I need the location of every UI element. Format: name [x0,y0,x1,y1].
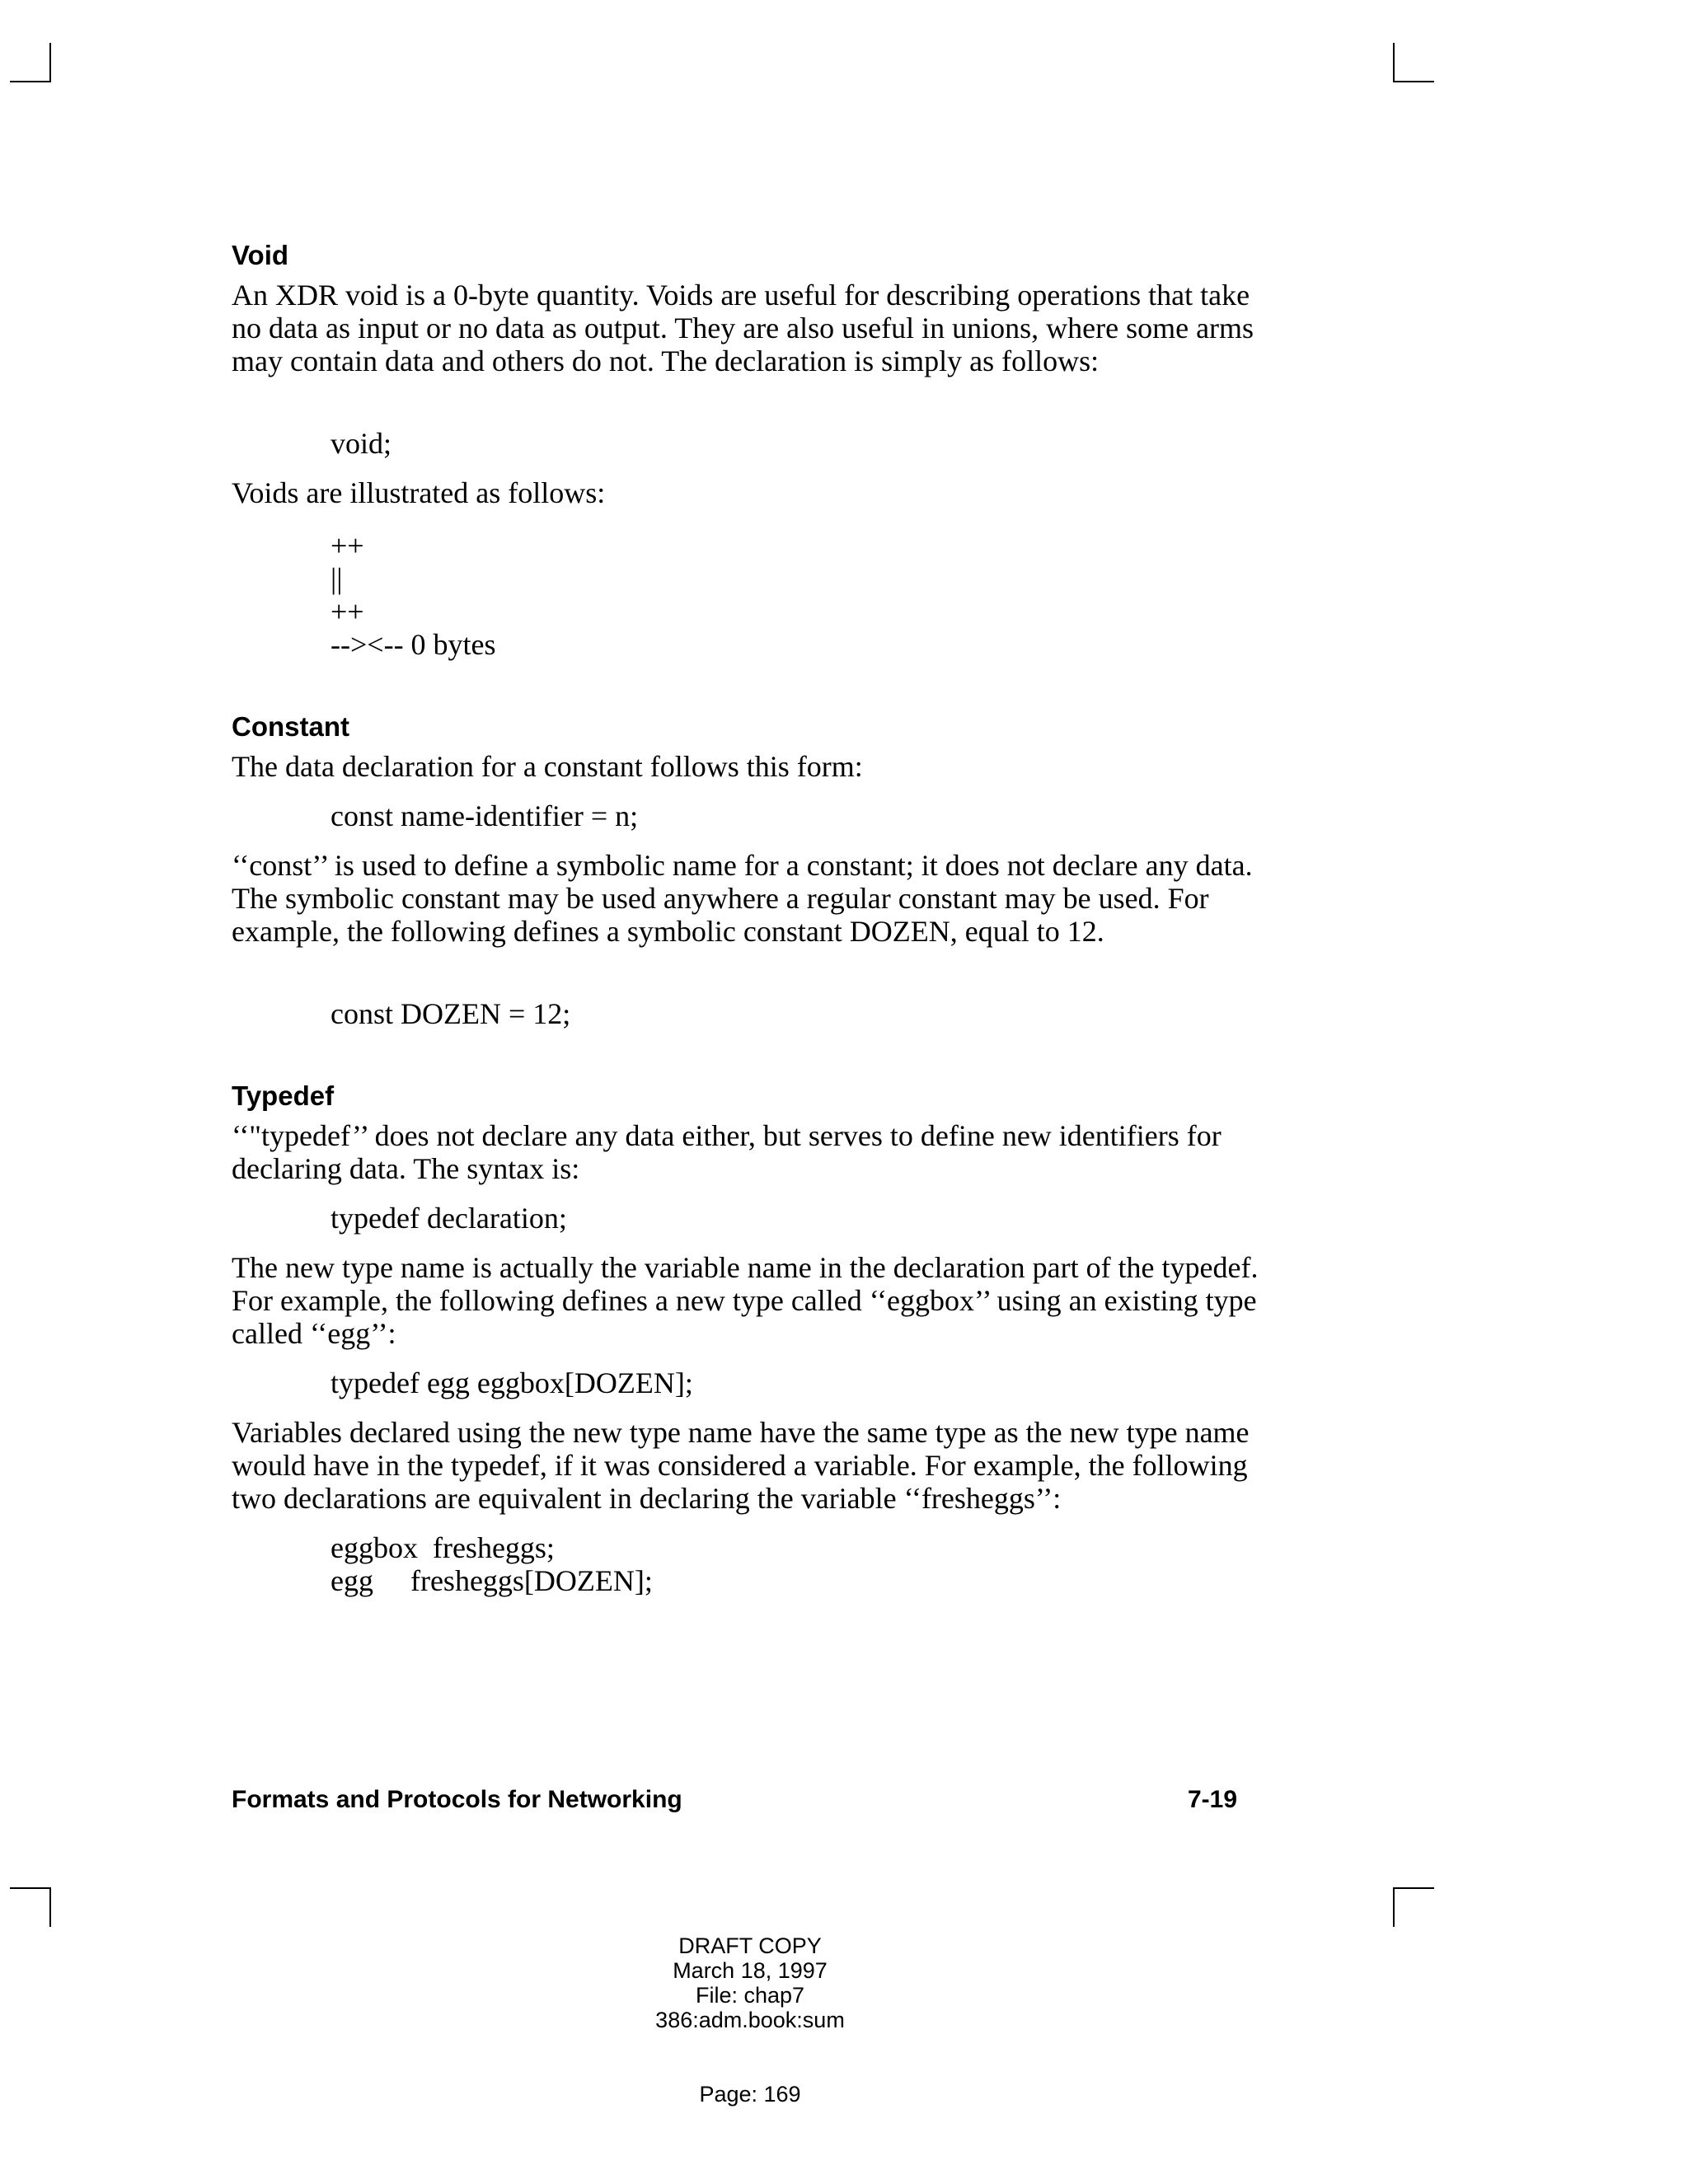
crop-mark-top-right-h [1393,81,1434,82]
typedef-example-code: typedef egg eggbox[DOZEN]; [331,1366,693,1399]
crop-mark-top-left-h [10,81,51,82]
crop-mark-bottom-left-v [49,1887,51,1927]
typedef-equivalent-code-1: eggbox fresheggs; [331,1531,555,1564]
void-diagram-line-4: --><-- 0 bytes [331,628,496,661]
constant-form-code: const name-identifier = n; [331,799,639,832]
void-paragraph-1: An XDR void is a 0-byte quantity. Voids are useful for describing operations that take no data as input or no data as output. They are also useful in unions, where some arms may contain data and others do not. The declaration is simply as follows: [232,279,1254,377]
crop-mark-bottom-right-v [1393,1887,1395,1927]
typedef-paragraph-2: The new type name is actually the variable name in the declaration part of the typedef. For example, the following defines a new type called ‘‘eggbox’’ using an existing type called ‘‘egg’’: [232,1251,1259,1350]
footer-page-number: 7-19 [1187,1786,1237,1813]
draft-page-number: Page: 169 [699,2082,801,2107]
typedef-equivalent-code-2: egg fresheggs[DOZEN]; [331,1564,653,1597]
constant-example-code: const DOZEN = 12; [331,997,571,1030]
crop-mark-bottom-left-h [10,1887,51,1889]
void-diagram-line-2: || [331,562,343,595]
void-declaration-code: void; [331,427,392,460]
draft-file: File: chap7 [695,1983,805,2008]
void-diagram-line-1: ++ [331,529,364,562]
draft-book-path: 386:adm.book:sum [655,2008,845,2032]
constant-paragraph-2: ‘‘const’’ is used to define a symbolic name for a constant; it does not declare any data. The symbolic constant may be used anywhere a regular constant may be used. For example, the following defines a symbolic constant DOZEN, equal to 12. [232,849,1253,948]
section-heading-typedef: Typedef [232,1080,335,1111]
draft-label: DRAFT COPY [678,1933,822,1958]
typedef-paragraph-1: ‘‘"typedef’’ does not declare any data either, but serves to define new identifiers for declaring data. The syntax is: [232,1119,1221,1185]
draft-date: March 18, 1997 [673,1958,828,1983]
crop-mark-bottom-right-h [1393,1887,1434,1889]
section-heading-constant: Constant [232,711,349,742]
void-diagram-line-3: ++ [331,595,364,628]
constant-paragraph-1: The data declaration for a constant follows this form: [232,750,863,783]
crop-mark-top-right-v [1393,43,1395,82]
typedef-syntax-code: typedef declaration; [331,1202,567,1235]
section-heading-void: Void [232,240,289,270]
footer-title: Formats and Protocols for Networking [232,1786,682,1813]
crop-mark-top-left-v [49,43,51,82]
typedef-paragraph-3: Variables declared using the new type name have the same type as the new type name would have in the typedef, if it was considered a variable. For example, the following two declarations are equivalent in declaring the variable ‘‘fresheggs’’: [232,1416,1250,1515]
void-paragraph-2: Voids are illustrated as follows: [232,476,606,509]
